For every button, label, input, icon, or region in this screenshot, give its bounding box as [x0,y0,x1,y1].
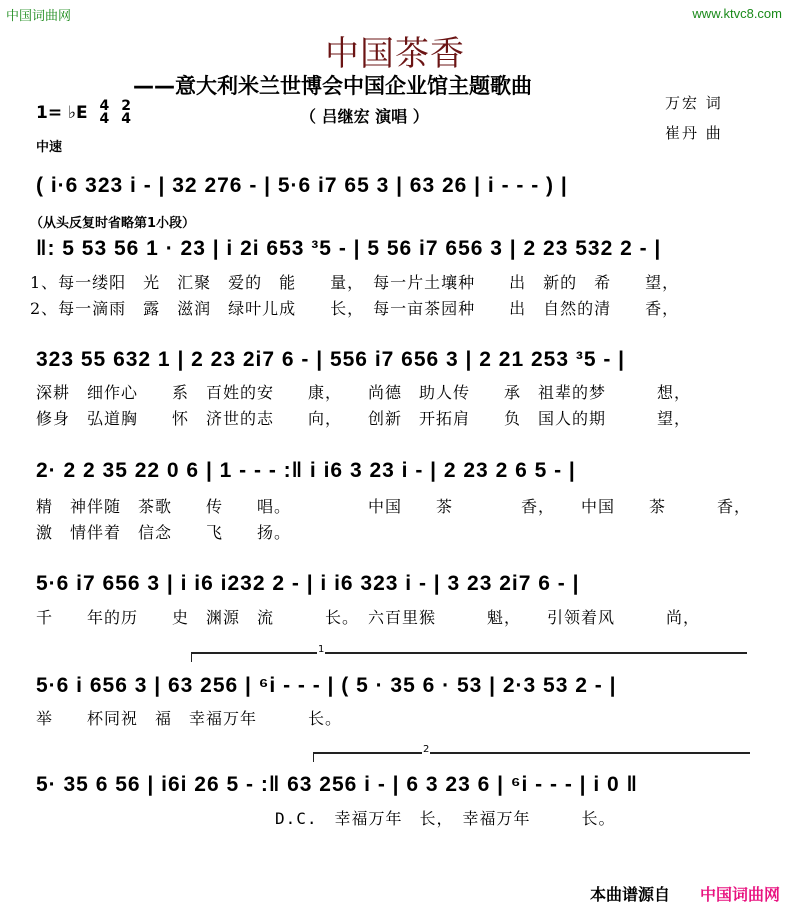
notation-row-3: 2· 2 2 35 22 0 6 | 1 - - - :‖ i i6 3 23 i - | 2 23 2 6 5 - | [36,459,576,482]
watermark-left: 中国词曲网 [6,9,72,24]
notation-row-2: 323 55 632 1 | 2 23 2i7 6 - | 556 i7 656 3 | 2 21 253 ³5 - | [36,348,626,371]
lyricist-credit: 万宏 词 [665,94,723,112]
footer-source-label: 本曲谱源自 [589,885,670,904]
time-signature-1: 4 4 [99,98,110,127]
lyric-row6: D.C. 幸福万年 长， 幸福万年 长。 [275,809,616,828]
tempo-marking: 中速 [36,140,63,155]
notation-row-4: 5·6 i7 656 3 | i i6 i232 2 - | i i6 323 i - | 3 23 2i7 6 - | [36,572,580,595]
lyric-row5: 举 杯同祝 福 幸福万年 长。 [36,709,343,728]
notation-row-6: 5· 35 6 56 | i6i 26 5 - :‖ 63 256 i - | 6 3 23 6 | ⁶i - - - | i 0 ‖ [36,773,638,796]
composer-credit: 崔丹 曲 [665,124,723,142]
key-label: 1= ♭E [36,103,88,123]
volta-bracket-2: 2 [313,752,750,762]
repeat-memo: （从头反复时省略第1小段） [30,216,196,231]
lyric-verse2-row1: 2、每一滴雨 露 滋润 绿叶儿成 长， 每一亩茶园种 出 自然的清 香， [30,299,680,318]
watermark-right: www.ktvc8.com [692,6,782,21]
notation-row-intro: ( i·6 323 i - | 32 276 - | 5·6 i7 65 3 | 63 26 | i - - - ) | [36,174,568,197]
song-title: 中国茶香 [325,34,465,74]
volta-bracket-1: 1 [191,652,747,662]
lyric-verse1-row2: 深耕 细作心 系 百姓的安 康， 尚德 助人传 承 祖辈的梦 想， [36,383,692,402]
song-subtitle: ——意大利米兰世博会中国企业馆主题歌曲 [133,74,532,98]
lyric-verse2-row3: 激 情伴着 信念 飞 扬。 [36,523,292,542]
lyric-verse2-row2: 修身 弘道胸 怀 济世的志 向， 创新 开拓肩 负 国人的期 望， [36,409,692,428]
lyric-verse1-row1: 1、每一缕阳 光 汇聚 爱的 能 量， 每一片土壤种 出 新的 希 望， [30,273,680,292]
lyric-row4: 千 年的历 史 渊源 流 长。 六百里猴 魁， 引领着风 尚， [36,608,701,627]
notation-row-1: ‖: 5 53 56 1 · 23 | i 2i 653 ³5 - | 5 56 i7 656 3 | 2 23 532 2 - | [36,237,662,260]
singer-credit: （ 吕继宏 演唱 ） [300,107,429,126]
key-signature [36,100,131,126]
notation-row-5: 5·6 i 656 3 | 63 256 | ⁶i - - - | ( 5 · 35 6 · 53 | 2·3 53 2 - | [36,674,617,697]
lyric-verse1-row3: 精 神伴随 茶歌 传 唱。 中国 茶 香， 中国 茶 香， [36,497,752,516]
time-signature-2: 2 4 [121,98,131,127]
footer-site-link[interactable]: 中国词曲网 [699,885,780,904]
